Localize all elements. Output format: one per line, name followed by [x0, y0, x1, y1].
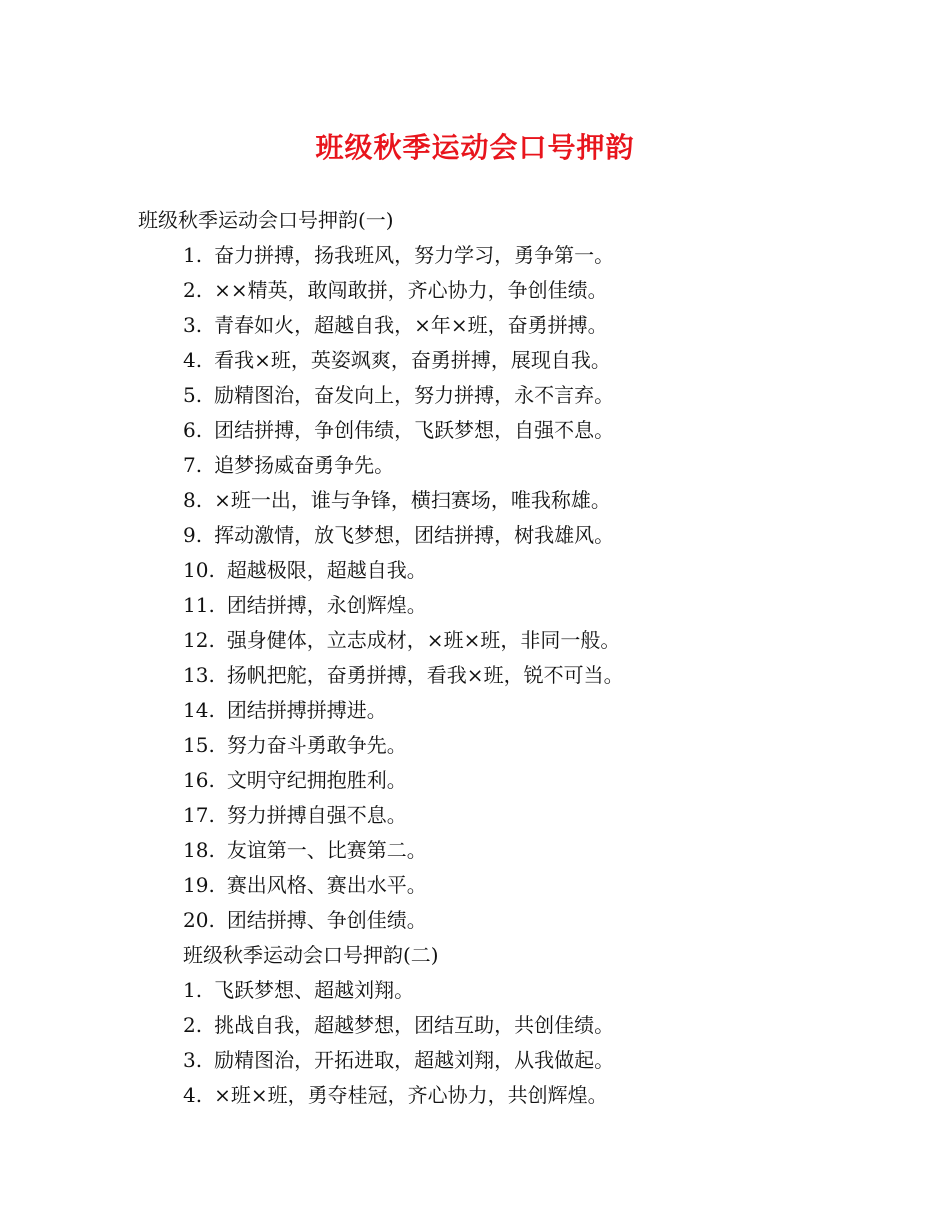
list-item-number: 20.	[183, 908, 215, 932]
list-item-number: 1.	[183, 243, 203, 267]
list-item-text: 追梦扬威奋勇争先。	[214, 453, 395, 477]
list-item-number: 2.	[183, 278, 203, 302]
list-item-number: 13.	[183, 663, 215, 687]
list-item	[0, 378, 950, 413]
list-item-text: 努力奋斗勇敢争先。	[226, 733, 407, 757]
list-item-text: 看我×班，英姿飒爽，奋勇拼搏，展现自我。	[214, 348, 611, 372]
list-item-number: 16.	[183, 768, 215, 792]
list-item-number: 8.	[183, 488, 203, 512]
list-item-number: 19.	[183, 873, 215, 897]
list-item	[0, 308, 950, 343]
list-item	[0, 273, 950, 308]
list-item-text: 团结拼搏，永创辉煌。	[226, 593, 427, 617]
list-item	[0, 728, 950, 763]
list-item-text: 超越极限，超越自我。	[226, 558, 427, 582]
list-item-number: 2.	[183, 1013, 203, 1037]
list-item-text: 强身健体，立志成材，×班×班，非同一般。	[226, 628, 621, 652]
page-title: 班级秋季运动会口号押韵	[315, 131, 635, 164]
list-item-number: 17.	[183, 803, 215, 827]
list-item-number: 11.	[183, 593, 215, 617]
list-item-text: 团结拼搏、争创佳绩。	[226, 908, 427, 932]
list-item	[0, 798, 950, 833]
list-item-number: 12.	[183, 628, 215, 652]
list-item-text: ×班一出，谁与争锋，横扫赛场，唯我称雄。	[214, 488, 611, 512]
list-item-number: 4.	[183, 348, 203, 372]
list-item-number: 6.	[183, 418, 203, 442]
list-item-text: ×班×班，勇夺桂冠，齐心协力，共创辉煌。	[214, 1083, 608, 1107]
list-item-text: 赛出风格、赛出水平。	[226, 873, 427, 897]
list-item	[0, 868, 950, 903]
list-item	[0, 448, 950, 483]
list-item	[0, 238, 950, 273]
list-item	[0, 658, 950, 693]
list-item-text: 文明守纪拥抱胜利。	[226, 768, 407, 792]
list-item	[0, 1078, 950, 1113]
list-item-text: 飞跃梦想、超越刘翔。	[214, 978, 415, 1002]
list-item	[0, 413, 950, 448]
list-item-number: 4.	[183, 1083, 203, 1107]
list-item	[0, 518, 950, 553]
list-item	[0, 763, 950, 798]
list-item-number: 9.	[183, 523, 203, 547]
list-item-number: 10.	[183, 558, 215, 582]
list-item-number: 15.	[183, 733, 215, 757]
list-item-text: 挥动激情，放飞梦想，团结拼搏，树我雄风。	[214, 523, 615, 547]
list-item	[0, 553, 950, 588]
list-item	[0, 1008, 950, 1043]
section-heading: 班级秋季运动会口号押韵(二)	[183, 943, 439, 967]
list-item-number: 1.	[183, 978, 203, 1002]
list-item	[0, 588, 950, 623]
list-item-text: 挑战自我，超越梦想，团结互助，共创佳绩。	[214, 1013, 615, 1037]
list-item-text: 扬帆把舵，奋勇拼搏，看我×班，锐不可当。	[226, 663, 624, 687]
list-item-text: 奋力拼搏，扬我班风，努力学习，勇争第一。	[214, 243, 615, 267]
list-item	[0, 483, 950, 518]
list-item-number: 3.	[183, 1048, 203, 1072]
list-item	[0, 833, 950, 868]
list-item	[0, 903, 950, 938]
list-item-number: 3.	[183, 313, 203, 337]
list-item-text: 团结拼搏，争创伟绩，飞跃梦想，自强不息。	[214, 418, 615, 442]
list-item-number: 18.	[183, 838, 215, 862]
list-item-text: 团结拼搏拼搏进。	[226, 698, 387, 722]
list-item	[0, 1043, 950, 1078]
list-item-text: 励精图治，奋发向上，努力拼搏，永不言弃。	[214, 383, 615, 407]
list-item-text: ××精英，敢闯敢拼，齐心协力，争创佳绩。	[214, 278, 608, 302]
list-item-text: 励精图治，开拓进取，超越刘翔，从我做起。	[214, 1048, 615, 1072]
list-item-text: 友谊第一、比赛第二。	[226, 838, 427, 862]
list-item-text: 青春如火，超越自我，×年×班，奋勇拼搏。	[214, 313, 608, 337]
list-item	[0, 623, 950, 658]
list-item	[0, 343, 950, 378]
section-heading: 班级秋季运动会口号押韵(一)	[138, 208, 394, 232]
list-item-number: 5.	[183, 383, 203, 407]
list-item	[0, 693, 950, 728]
slogan-list	[0, 203, 950, 1113]
list-item	[0, 973, 950, 1008]
list-item-number: 7.	[183, 453, 203, 477]
list-item-text: 努力拼搏自强不息。	[226, 803, 407, 827]
list-item-number: 14.	[183, 698, 215, 722]
